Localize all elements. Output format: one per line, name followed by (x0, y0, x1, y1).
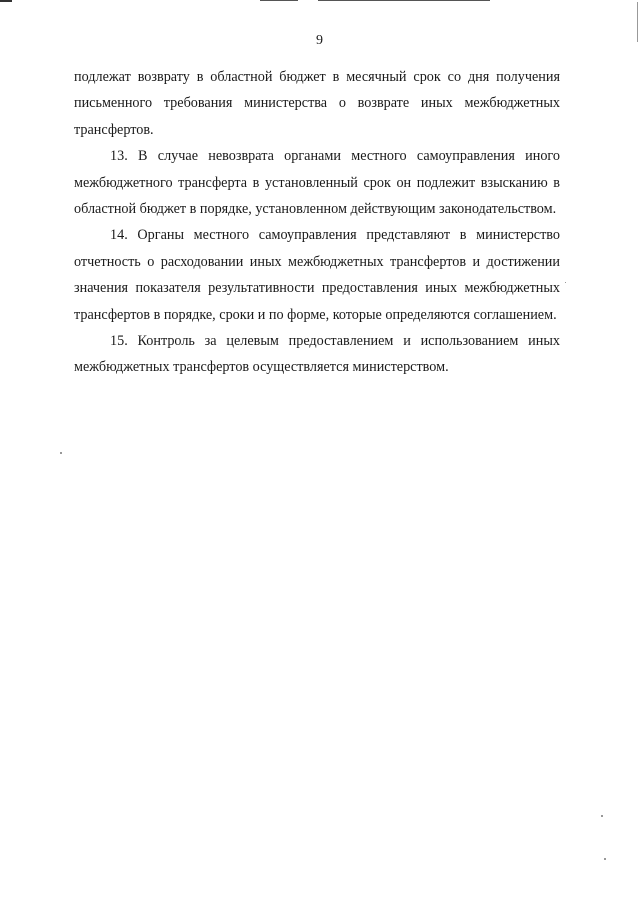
paragraph-item-15: 15. Контроль за целевым предоставлением и использованием иных межбюджетных трансфертов осуществляется министерством. (74, 333, 560, 376)
scan-edge-left (0, 0, 12, 2)
scan-speck (604, 858, 606, 860)
document-body (74, 64, 560, 381)
scan-speck (601, 815, 603, 817)
paragraph-item-13: 13. В случае невозврата органами местного самоуправления иного межбюджетного трансферта в установленный срок он подлежит взысканию в областной бюджет в порядке, установленном действующим законодательством. (74, 148, 560, 218)
scan-edge-top (260, 0, 490, 1)
page-number: 9 (316, 33, 323, 48)
paragraph-item-14: 14. Органы местного самоуправления представляют в министерство отчетность о расходовании иных межбюджетных трансфертов и достижении значения показателя результативности предоставления иных межбюджетных трансфертов в порядке, сроки и по форме, которые определяются соглашением. (74, 227, 560, 323)
paragraph-continuation: подлежат возврату в областной бюджет в месячный срок со дня получения письменного требования министерства о возврате иных межбюджетных трансфертов. (74, 69, 560, 138)
scan-edge-gap (298, 0, 318, 2)
scan-speck (60, 452, 62, 454)
scan-speck (565, 282, 566, 283)
